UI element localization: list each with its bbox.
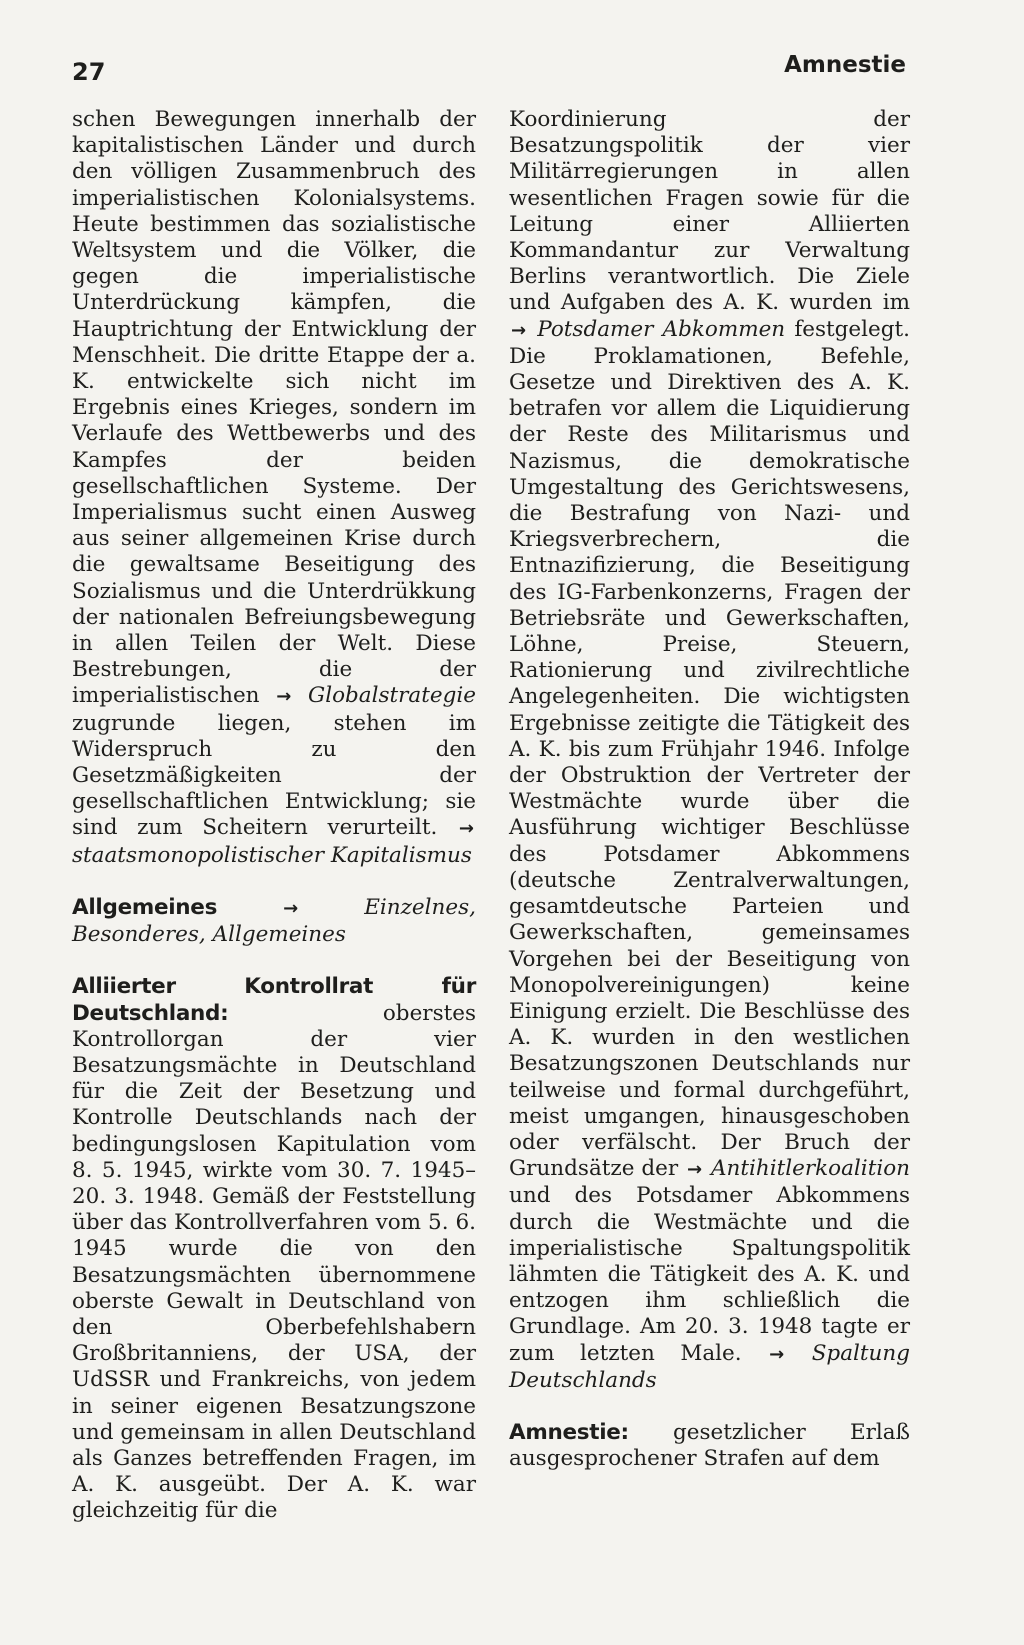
entry-spacer — [72, 948, 476, 974]
cross-reference-potsdamer-abkommen[interactable]: Potsdamer Abkommen — [537, 316, 786, 342]
cross-reference-arrow-icon: → — [276, 686, 292, 708]
cross-reference-globalstrategie[interactable]: Globalstrategie — [308, 683, 476, 709]
running-head: Amnestie — [784, 52, 906, 78]
cross-reference-arrow-icon: → — [458, 818, 474, 840]
entry-definition: gesetzlicher Erlaß ausgesprochener Strafen auf dem — [509, 1419, 910, 1472]
cross-reference-antihitlerkoalition[interactable]: Antihitlerkoalition — [711, 1156, 910, 1182]
continuation-text-2: festgelegt. Die Proklamationen, Befehle, Gesetze und Direktiven des A. K. betrafen vor allem die Liquidierung der Reste des Militarismus und Nazismus, die demokratische Umgestaltung des Gerichtswesens, die Bestrafung von Nazi- und Kriegsverbrechern, die Entnazifizierung, die Beseitigung des IG-Farbenkonzerns, Fragen der Betriebsräte und Gewerkschaften, Löhne, Preise, Steuern, Rationierung und zivilrechtliche Angelegenheiten. Die wichtigsten Ergebnisse zeitigte die Tätigkeit des A. K. bis zum Frühjahr 1946. Infolge der Obstruktion der Vertreter der Westmächte wurde über die Ausführung wichtiger Beschlüsse des Potsdamer Abkommens (deutsche Zentralverwaltungen, gesamtdeutsche Parteien und Gewerkschaften, gemeinsames Vorgehen bei der Beseitigung von Monopolvereinigungen) keine Einigung erzielt. Die Beschlüsse des A. K. wurden in den westlichen Besatzungszonen Deutschlands nur teilweise und formal durchgeführt, meist umgangen, hinausgeschoben oder verfälscht. Der Bruch der Grundsätze der — [509, 316, 910, 1182]
cross-reference-spaltung-deutschlands[interactable]: Spaltung Deutschlands — [509, 1340, 910, 1393]
entry-amnestie — [509, 1420, 910, 1472]
cross-reference-arrow-icon: → — [511, 319, 527, 341]
entry-alliierter-kontrollrat — [72, 974, 476, 1524]
cross-reference-einzelnes-besonderes-allgemeines[interactable]: Einzelnes, Besonderes, Allgemeines — [72, 894, 476, 948]
headword-alliierter-kontrollrat: Alliierter Kontrollrat für Deutschland: — [72, 974, 476, 1026]
continuation-text: schen Bewegungen innerhalb der kapitalistischen Länder und durch den völligen Zusammenbruch des imperialistischen Kolonialsystems. Heute bestimmen das sozialistische Weltsystem und die Völker, die gegen die imperialistische Unterdrückung kämpfen, die Hauptrichtung der Entwicklung der Menschheit. Die dritte Etappe der a. K. entwickelte sich nicht im Ergebnis eines Krieges, sondern im Verlaufe des Wettbewerbs und des Kampfes der beiden gesellschaftlichen Systeme. Der Imperialismus sucht einen Ausweg aus seiner allgemeinen Krise durch die gewaltsame Beseitigung des Sozialismus und die Unterdrükkung der nationalen Befreiungsbewegung in allen Teilen der Welt. Diese Bestrebungen, die der imperialistischen — [72, 107, 476, 709]
cross-reference-arrow-icon: → — [283, 897, 299, 919]
cross-reference-arrow-icon: → — [687, 1159, 703, 1181]
kontrollrat-continuation — [509, 107, 910, 1394]
entry-allgemeines — [72, 895, 476, 948]
continuation-text-2: zugrunde liegen, stehen im Widerspruch zu den Gesetzmäßigkeiten der gesellschaftlichen Entwicklung; sie sind zum Scheitern verurteilt. — [72, 710, 476, 841]
continuation-paragraph — [72, 107, 476, 869]
continuation-text-3: und des Potsdamer Abkommens durch die Westmächte und die imperialistische Spaltungspolitik lähmten die Tätigkeit des A. K. und entzogen ihm schließlich die Grundlage. Am 20. 3. 1948 tagte er zum letzten Male. — [509, 1183, 910, 1366]
right-column — [509, 107, 910, 1472]
entry-spacer — [509, 1394, 910, 1420]
cross-reference-staatsmonopolistischer-kapitalismus[interactable]: staatsmonopolistischer Kapitalismus — [72, 842, 472, 868]
headword-allgemeines: Allgemeines — [72, 894, 218, 920]
page-number: 27 — [72, 58, 106, 86]
continuation-text: Koordinierung der Besatzungspolitik der vier Militärregierungen in allen wesentlichen Fragen sowie für die Leitung einer Alliierten Kommandantur zur Verwaltung Berlins verantwortlich. Die Ziele und Aufgaben des A. K. wurden im — [509, 107, 910, 316]
entry-definition: oberstes Kontrollorgan der vier Besatzungsmächte in Deutschland für die Zeit der Besetzung und Kontrolle Deutschlands nach der bedingungslosen Kapitulation vom 8. 5. 1945, wirkte vom 30. 7. 1945–20. 3. 1948. Gemäß der Feststellung über das Kontrollverfahren vom 5. 6. 1945 wurde die von den Besatzungsmächten übernommene oberste Gewalt in Deutschland von den Oberbefehlshabern Großbritanniens, der USA, der UdSSR und Frankreichs, von jedem in seiner eigenen Besatzungszone und gemeinsam in allen Deutschland als Ganzes betreffenden Fragen, im A. K. ausgeübt. Der A. K. war gleichzeitig für die — [72, 1000, 476, 1524]
headword-amnestie: Amnestie: — [509, 1419, 629, 1445]
cross-reference-arrow-icon: → — [769, 1343, 785, 1365]
left-column — [72, 107, 476, 1525]
entry-spacer — [72, 869, 476, 895]
